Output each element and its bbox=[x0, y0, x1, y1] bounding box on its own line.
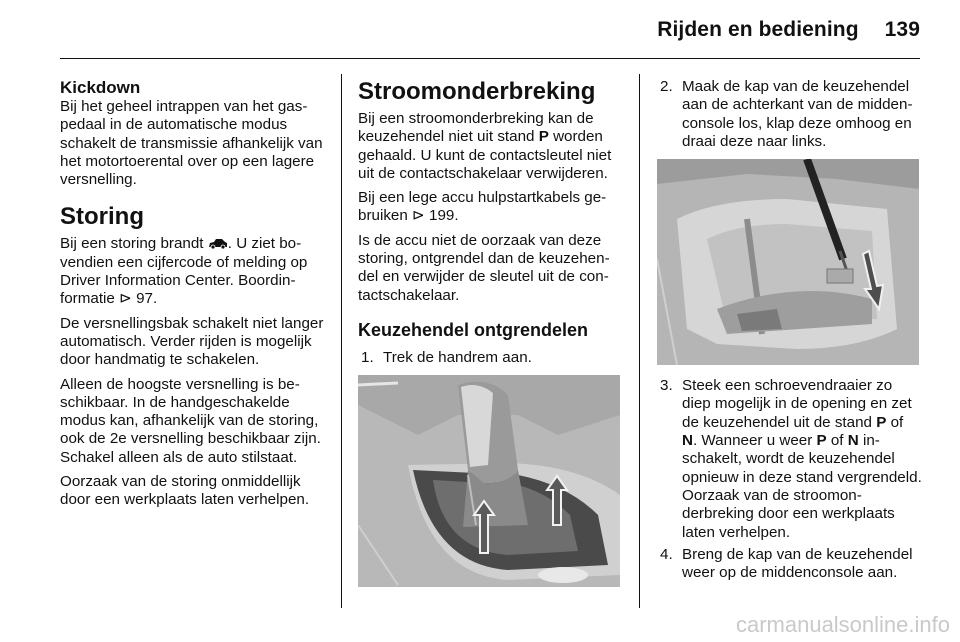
gear-lever-illustration bbox=[358, 375, 620, 587]
stroomonderbreking-heading: Stroomonderbreking bbox=[358, 78, 596, 105]
header-rule bbox=[60, 58, 920, 59]
gear-n-label: N bbox=[682, 432, 693, 450]
column-1 bbox=[60, 78, 325, 516]
watermark: carmanualsonline.info bbox=[735, 612, 950, 637]
kickdown-text: Bij het geheel intrappen van het gaspedaal in de automatische modus schakelt de transmissie afhankelijk van het motortoerental over op een lagere versnelling. bbox=[60, 98, 323, 189]
step-number: 3. bbox=[660, 377, 673, 395]
gear-n-label: N bbox=[847, 432, 859, 450]
ref-arrow-icon: ⊳ bbox=[412, 207, 425, 225]
stroom-p2-page-ref[interactable]: 199. bbox=[429, 207, 459, 225]
step-text bbox=[682, 377, 922, 540]
step-2 bbox=[657, 78, 922, 151]
step3-text-e: inschakelt, wordt de keuzehendel opnieuw in deze stand vergrendeld. Oorzaak van de stroomonderbreking door een werkplaats laten verhelpen. bbox=[682, 432, 922, 541]
step3-text-a: Steek een schroevendraaier zo diep mogelijk in de opening en zet de keuzehendel uit de stand bbox=[682, 377, 912, 431]
page-header bbox=[657, 18, 920, 42]
gear-p-label: P bbox=[816, 432, 827, 450]
storing-paragraph-2: De versnellingsbak schakelt niet langer automatisch. Verder rijden is mogelijk door handmatig te schakelen. bbox=[60, 314, 324, 369]
step-1 bbox=[358, 349, 623, 367]
step3-text-c: . Wanneer u weer bbox=[692, 432, 817, 450]
step-number: 2. bbox=[660, 78, 673, 95]
step3-text-b: of bbox=[886, 413, 904, 431]
storing-paragraph-3: Alleen de hoogste versnelling is beschikbaar. In de handgeschakelde modus kan, afhankelijk van de storing, ook de 2e versnelling beschikbaar zijn. Schakel alleen als de auto stilstaat. bbox=[60, 375, 321, 466]
storing-p1-page-ref[interactable]: 97. bbox=[136, 290, 158, 308]
storing-paragraph-1 bbox=[60, 235, 325, 308]
storing-paragraph-4: Oorzaak van de storing onmiddellijk door een werkplaats laten verhelpen. bbox=[60, 473, 310, 509]
step-number: 4. bbox=[660, 545, 673, 563]
storing-heading: Storing bbox=[60, 203, 144, 231]
storing-p1-part-a: Bij een storing brandt bbox=[60, 235, 208, 253]
stroom-paragraph-3: Is de accu niet de oorzaak van deze storing, ontgrendel dan de keuzehendel en verwijder de sleutel uit de contactschakelaar. bbox=[358, 231, 610, 304]
gear-p-label: P bbox=[538, 128, 549, 146]
header-title: Rijden en bediening bbox=[657, 18, 859, 41]
stroom-paragraph-1 bbox=[358, 110, 623, 183]
car-warning-icon bbox=[208, 238, 228, 249]
kickdown-heading: Kickdown bbox=[60, 78, 141, 97]
column-divider-1 bbox=[341, 74, 342, 608]
step-3 bbox=[657, 377, 922, 542]
column-3 bbox=[657, 78, 922, 586]
step-text: Breng de kap van de keuzehendel weer op de middenconsole aan. bbox=[682, 545, 913, 582]
storing-p1-part-b: . U ziet bovendien een cijfercode of melding op Driver Information Center. Boordinformatie bbox=[60, 235, 308, 308]
step-text: Trek de handrem aan. bbox=[383, 348, 532, 366]
page-number: 139 bbox=[884, 18, 920, 41]
stroom-p2-text: Bij een lege accu hulpstartkabels gebruiken bbox=[358, 189, 607, 225]
keuzehendel-heading: Keuzehendel ontgrendelen bbox=[358, 319, 589, 340]
step3-text-d: of bbox=[826, 432, 848, 450]
selector-cover-illustration bbox=[657, 159, 919, 365]
column-divider-2 bbox=[639, 74, 640, 608]
stroom-p1-part-b: worden gehaald. U kunt de contactsleutel niet uit de contactschakelaar verwijderen. bbox=[358, 128, 612, 182]
step-4 bbox=[657, 546, 922, 583]
gear-p-label: P bbox=[876, 413, 887, 431]
ref-arrow-icon: ⊳ bbox=[119, 290, 132, 308]
step-number: 1. bbox=[361, 348, 374, 366]
column-2 bbox=[358, 78, 623, 599]
step-text: Maak de kap van de keuzehendel aan de achterkant van de middenconsole los, klap deze omhoog en draai deze naar links. bbox=[682, 78, 913, 150]
stroom-p1-part-a: Bij een stroomonderbreking kan de keuzehendel niet uit stand bbox=[358, 110, 594, 146]
stroom-paragraph-2 bbox=[358, 189, 623, 226]
